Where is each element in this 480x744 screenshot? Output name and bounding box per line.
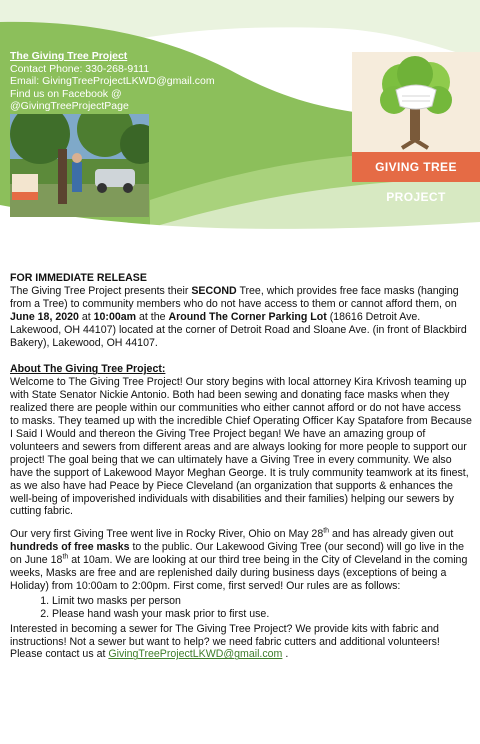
contact-phone: Contact Phone: 330-268-9111 [10, 62, 150, 75]
header-banner [0, 0, 480, 240]
tree-mask-icon [352, 52, 480, 152]
rules-list [10, 595, 472, 621]
release-paragraph: The Giving Tree Project presents their SECOND Tree, which provides free face masks (hanging from a Tree) to community members who do not have access to them or cannot afford them, on June 18, 2020 at 10:00am at the Around The Corner Parking Lot (18616 Detroit Ave. Lakewood, OH 44107) located at the corner of Detroit Road and Sloane Ave. (in front of Blackbird Bakery), Lakewood, OH 44107. [10, 284, 467, 349]
about-paragraph: Welcome to The Giving Tree Project! Our story begins with local attorney Kira Krivosh teaming up with State Senator Nickie Antonio. Both had been sewing and donating face masks when they realized there are people within our communities who either cannot afford or do not have access to masks. They teamed up with the incredible Chief Operating Officer Kay Spatafore from Because I Said I Would and thereon the Giving Tree Project began! We have an amazing group of volunteers and sewers from different areas and are always looking for more people to support our project! The goal being that we can ultimately have a Giving Tree in every community. We also have the support of Lakewood Mayor Meghan George. It is truly community teamwork at its finest, as we also have had Peace by Piece Cleveland (an organization that supports & enhances the well-being of impoverished individuals with disabilities and their families) helping our sewers by cutting fabric. [10, 376, 472, 518]
volunteer-paragraph: Interested in becoming a sewer for The Giving Tree Project? We provide kits with fabric and instructions! Not a sewer but want to help? we need fabric cutters and additional volunteers! Please contact us at GivingTreeProjectLKWD@gmail.com . [10, 622, 440, 661]
schedule-paragraph: Our very first Giving Tree went live in Rocky River, Ohio on May 28th and has already given out hundreds of free masks to the public. Our Lakewood Giving Tree (our second) will go live in the on June 18th at 10am. We are looking at our third tree being in the City of Cleveland in the coming weeks, Masks are free and are replenished daily during business days (exceptions of being a Holiday) from 10:00am to 2:00pm. First come, first served! Our rules are as follows: [10, 527, 468, 592]
rule-item: 1. Limit two masks per person [52, 595, 472, 608]
release-label: FOR IMMEDIATE RELEASE [10, 272, 147, 284]
facebook-handle[interactable]: @GivingTreeProjectPage [10, 100, 129, 113]
about-heading: About The Giving Tree Project: [10, 363, 166, 376]
giving-tree-logo [352, 52, 480, 204]
email-link[interactable]: GivingTreeProjectLKWD@gmail.com [108, 648, 283, 661]
logo-title: GIVING TREE PROJECT [352, 152, 480, 182]
contact-email[interactable]: Email: GivingTreeProjectLKWD@gmail.com [10, 75, 215, 88]
contact-block [10, 50, 215, 113]
press-release-body [10, 272, 472, 671]
facebook-line: Find us on Facebook @ [10, 87, 122, 100]
rule-item: 2. Please hand wash your mask prior to first use. [52, 608, 472, 621]
org-name-link[interactable]: The Giving Tree Project [10, 50, 128, 62]
giving-tree-photo [10, 114, 149, 217]
